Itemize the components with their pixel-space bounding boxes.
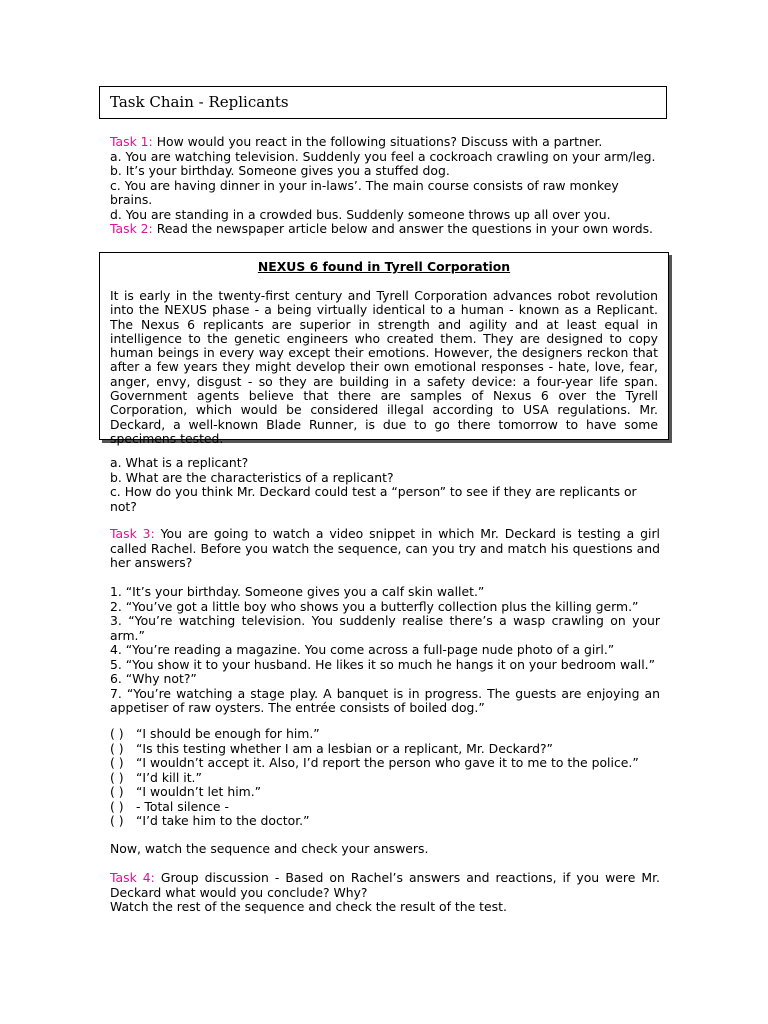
answer-blank[interactable]: ( ) [110, 769, 124, 785]
answer-text: “I wouldn’t let him.” [136, 784, 262, 799]
rachel-answer-7 [110, 814, 660, 829]
deckard-question-3: 3. “You’re watching television. You suddenly realise there’s a wasp crawling on your arm.” [110, 613, 660, 643]
task-4-label: Task 4: [110, 870, 155, 885]
answer-text: “I’d kill it.” [136, 769, 202, 785]
answer-blank[interactable]: ( ) [110, 726, 124, 741]
deckard-question-7: 7. “You’re watching a stage play. A banquet is in progress. The guests are enjoying an appetiser of raw oysters. The entrée consists of boiled dog.” [110, 685, 660, 715]
task-3-section [110, 527, 660, 571]
question-a: a. What is a replicant? [110, 455, 249, 470]
task-2-section [110, 222, 660, 237]
questions-section [110, 456, 660, 514]
task-3-answers [110, 727, 660, 829]
answer-blank[interactable]: ( ) [110, 755, 124, 770]
rachel-answer-6 [110, 800, 660, 815]
article-box [99, 252, 669, 446]
task-1-text: How would you react in the following situations? Discuss with a partner. [152, 134, 603, 149]
deckard-question-5: 5. “You show it to your husband. He likes it so much he hangs it on your bedroom wall.” [110, 656, 656, 672]
answer-text: “I wouldn’t accept it. Also, I’d report the person who gave it to me to the police.” [136, 755, 639, 770]
task-1-instruction [110, 135, 660, 150]
rachel-answer-3 [110, 756, 660, 771]
answer-blank[interactable]: ( ) [110, 784, 124, 799]
deckard-question-2: 2. “You’ve got a little boy who shows you a butterfly collection plus the killing germ.” [110, 598, 639, 614]
rachel-answer-4 [110, 771, 660, 786]
task-2-instruction [110, 222, 660, 237]
article-body: It is early in the twenty-first century and Tyrell Corporation advances robot revolution into the NEXUS phase - a being virtually identical to a human - known as a Replicant. The Nexus 6 replicants are superior in strength and agility and at least equal in intelligence to the genetic engineers who created them. They are designed to copy human beings in every way except their emotions. However, the designers reckon that after a few years they might develop their own emotional responses - hate, love, fear, anger, envy, disgust - so they are building in a safety device: a four-year life span. Government agents believe that there are samples of Nexus 6 over the Tyrell Corporation, which would be considered illegal according to USA regulations. Mr. Deckard, a well-known Blade Runner, is due to go there tomorrow to have some specimens tested. [110, 288, 658, 446]
task-4-closing: Watch the rest of the sequence and check the result of the test. [110, 899, 507, 914]
deckard-question-6: 6. “Why not?” [110, 671, 197, 686]
task-2-label: Task 2: [110, 221, 153, 236]
answer-blank[interactable]: ( ) [110, 813, 124, 828]
page-title: Task Chain - Replicants [99, 86, 667, 119]
deckard-question-1: 1. “It’s your birthday. Someone gives you a calf skin wallet.” [110, 584, 485, 599]
answer-blank[interactable]: ( ) [110, 798, 124, 814]
rachel-answer-1 [110, 727, 660, 742]
question-c: c. How do you think Mr. Deckard could test a “person” to see if they are replicants or not? [110, 484, 637, 514]
deckard-question-4: 4. “You’re reading a magazine. You come across a full-page nude photo of a girl.” [110, 642, 615, 657]
task-4-section [110, 871, 660, 915]
rachel-answer-2 [110, 742, 660, 757]
answer-text: - Total silence - [136, 798, 229, 814]
task-3-text: You are going to watch a video snippet in which Mr. Deckard is testing a girl called Rachel. Before you watch the sequence, can you try and match his questions and her answers? [110, 526, 660, 570]
task-2-text: Read the newspaper article below and answer the questions in your own words. [152, 221, 653, 236]
task-3-closing [110, 842, 660, 857]
task-1-item-b: b. It’s your birthday. Someone gives you a stuffed dog. [110, 163, 450, 178]
question-b: b. What are the characteristics of a replicant? [110, 469, 394, 485]
article-title: NEXUS 6 found in Tyrell Corporation [257, 259, 511, 274]
check-answers-text: Now, watch the sequence and check your answers. [110, 841, 429, 856]
answer-blank[interactable]: ( ) [110, 740, 124, 756]
task-4-text: Group discussion - Based on Rachel’s answers and reactions, if you were Mr. Deckard what would you conclude? Why? [110, 870, 660, 900]
task-1-item-c: c. You are having dinner in your in-laws’. The main course consists of raw monkey brains. [110, 177, 619, 207]
answer-text: “Is this testing whether I am a lesbian or a replicant, Mr. Deckard?” [136, 740, 553, 756]
task-1-item-d: d. You are standing in a crowded bus. Suddenly someone throws up all over you. [110, 206, 611, 222]
task-3-label: Task 3: [110, 526, 155, 541]
task-1-item-a: a. You are watching television. Suddenly you feel a cockroach crawling on your arm/leg. [110, 148, 656, 164]
task-3-questions [110, 585, 660, 716]
task-1-section [110, 135, 660, 222]
answer-text: “I should be enough for him.” [136, 726, 320, 741]
task-3-instruction [110, 527, 660, 571]
task-1-label: Task 1: [110, 134, 153, 149]
answer-text: “I’d take him to the doctor.” [136, 813, 310, 828]
rachel-answer-5 [110, 785, 660, 800]
task-4-instruction [110, 871, 660, 900]
